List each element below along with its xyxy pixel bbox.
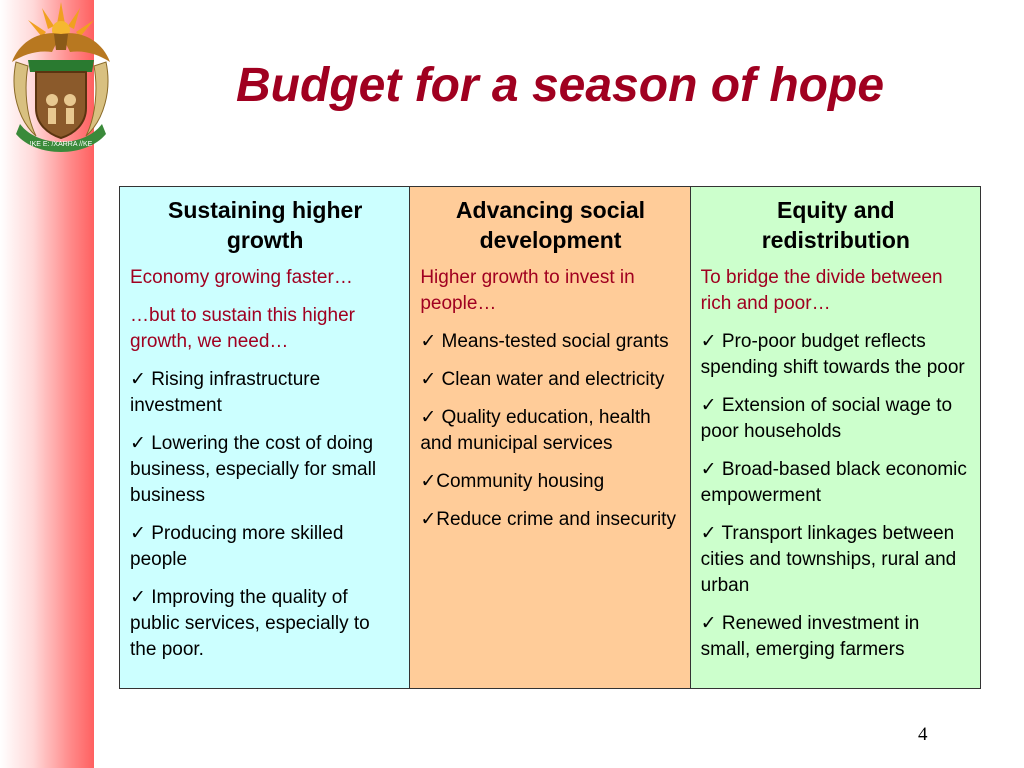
list-item: ✓ Broad-based black economic empowerment xyxy=(700,459,967,506)
list-item: ✓ Quality education, health and municipal services xyxy=(420,407,651,454)
list-item: ✓ Means-tested social grants xyxy=(420,331,669,352)
column-social-development xyxy=(409,187,689,688)
list-item: ✓Community housing xyxy=(420,471,605,492)
list-item: ✓ Transport linkages between cities and townships, rural and urban xyxy=(700,523,957,596)
list-item: ✓ Renewed investment in small, emerging farmers xyxy=(700,613,920,660)
page-number: 4 xyxy=(918,724,928,745)
list-item: ✓ Rising infrastructure investment xyxy=(130,369,321,416)
three-column-table xyxy=(119,186,981,689)
intro-text: Higher growth to invest in people… xyxy=(420,267,635,314)
column-heading: Sustaining higher growth xyxy=(168,197,363,253)
list-item: ✓ Improving the quality of public services, especially to the poor. xyxy=(130,587,370,660)
column-sustaining-growth xyxy=(120,187,409,688)
column-heading: Advancing social development xyxy=(455,197,646,253)
intro-text: …but to sustain this higher growth, we need… xyxy=(130,305,355,352)
list-item: ✓ Clean water and electricity xyxy=(420,369,665,390)
emblem-motto: !KE E: /XARRA //KE xyxy=(29,141,93,148)
column-heading: Equity and redistribution xyxy=(761,197,910,253)
column-equity-redistribution xyxy=(690,187,980,688)
intro-text: Economy growing faster… xyxy=(130,267,353,288)
list-item: ✓ Pro-poor budget reflects spending shift towards the poor xyxy=(700,331,965,378)
list-item: ✓ Lowering the cost of doing business, especially for small business xyxy=(130,433,377,506)
list-item: ✓ Extension of social wage to poor households xyxy=(700,395,953,442)
coat-of-arms-icon xyxy=(2,0,120,160)
list-item: ✓ Producing more skilled people xyxy=(130,523,344,570)
slide-title: Budget for a season of hope xyxy=(235,59,885,112)
intro-text: To bridge the divide between rich and poor… xyxy=(700,267,943,314)
list-item: ✓Reduce crime and insecurity xyxy=(420,509,676,530)
